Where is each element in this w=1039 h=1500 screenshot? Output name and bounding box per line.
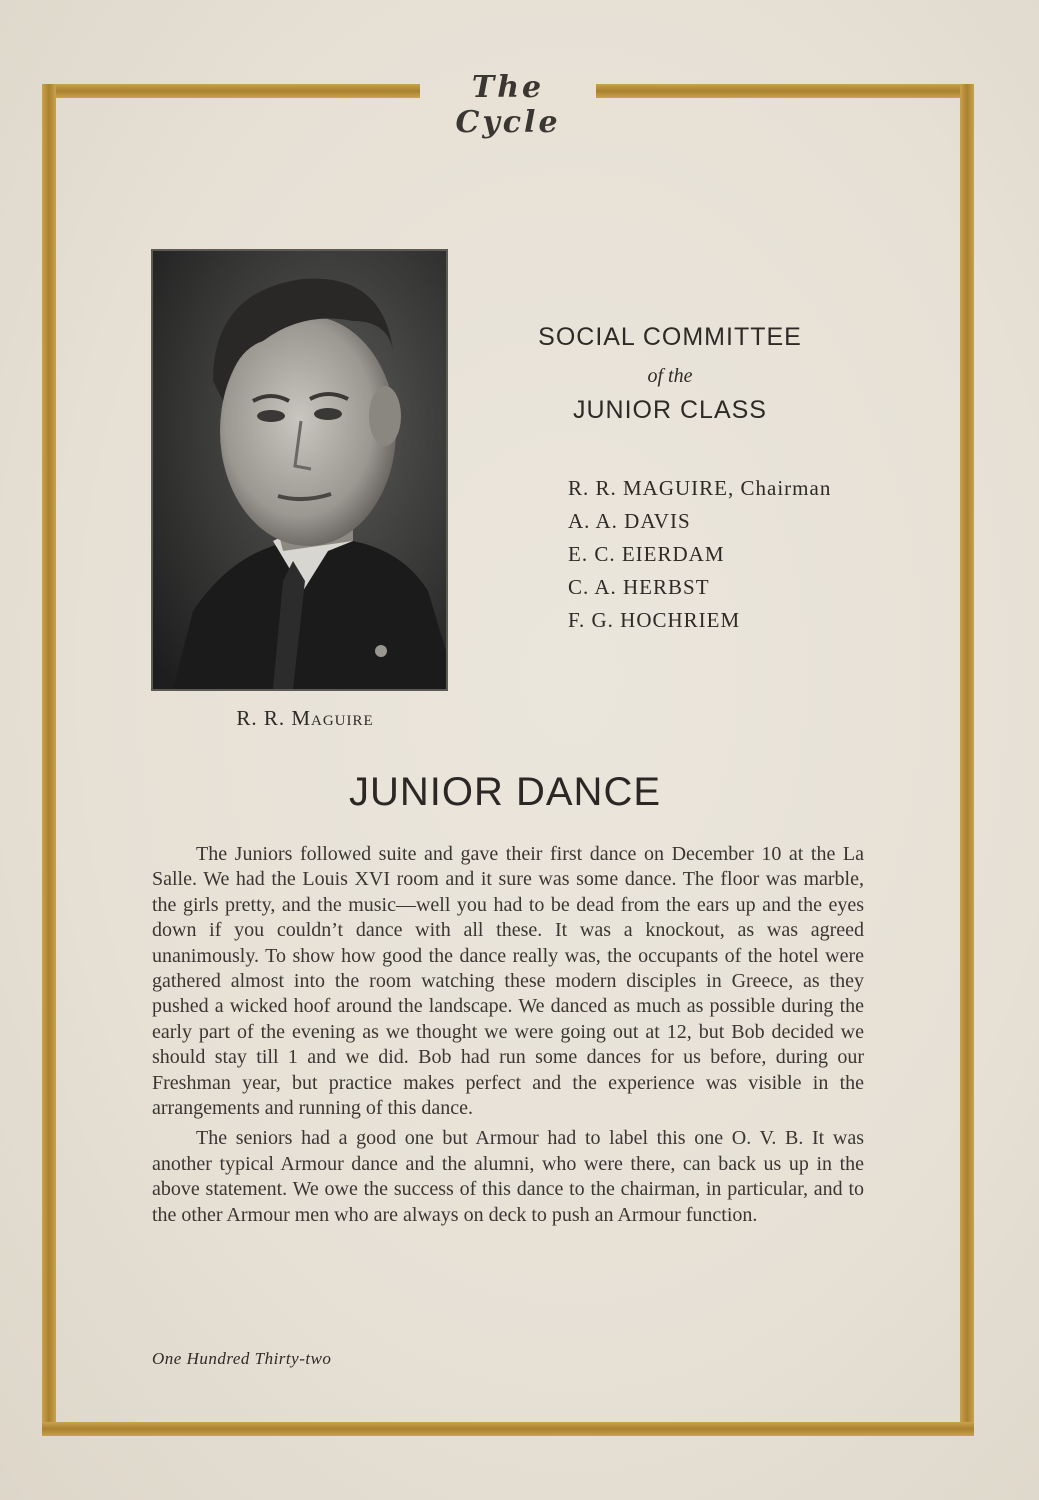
gold-frame-right (960, 84, 974, 1436)
gold-frame-top-left (42, 84, 420, 98)
gold-frame-bottom (42, 1422, 974, 1436)
committee-member: E. C. EIERDAM (568, 542, 725, 566)
committee-member: C. A. HERBST (568, 575, 710, 599)
committee-member: A. A. DAVIS (568, 509, 691, 533)
article-paragraph: The Juniors followed suite and gave their first dance on December 10 at the La Salle. We had the Louis XVI room and it sure was some dance. The floor was marble, the girls pretty, and the music—well you had to be dead from the ears up and the eyes down if you couldn’t dance with all these. It was a knockout, as was agreed unanimously. To show how good the dance really was, the occupants of the hotel were gathered almost into the room watching these modern disciples in Greece, as they pushed a wicked hoof around the landscape. We danced as much as possible during the early part of the evening as we thought we were going out at 12, but Bob decided we should stay till 1 and we did. Bob had run some dances for us before, during our Freshman year, but practice makes perfect and the experience was visible in the arrangements and running of this dance. (152, 843, 864, 1120)
gold-frame-top-right (596, 84, 974, 98)
committee-member: F. G. HOCHRIEM (568, 608, 741, 632)
gold-frame-left (42, 84, 56, 1436)
committee-member-list (568, 474, 831, 639)
running-header-title: The Cycle (455, 70, 561, 140)
photo-caption-name: Maguire (291, 706, 374, 730)
article-paragraph: The seniors had a good one but Armour had to label this one O. V. B. It was another typical Armour dance and the alumni, who were there, can back us up in the above statement. We owe the success of this dance to the chairman, in particular, and to the other Armour men who are always on deck to push an Armour function. (152, 1127, 864, 1226)
portrait-photo (151, 249, 448, 691)
committee-title: SOCIAL COMMITTEE (538, 323, 802, 351)
article-body (152, 842, 864, 1233)
committee-class: JUNIOR CLASS (573, 396, 767, 424)
page-number: One Hundred Thirty-two (152, 1349, 332, 1368)
committee-member: R. R. MAGUIRE, Chairman (568, 476, 832, 500)
photo-caption (190, 706, 420, 731)
article-title: JUNIOR DANCE (348, 770, 662, 814)
committee-of: of the (647, 365, 693, 387)
photo-caption-initials: R. R. (236, 706, 286, 730)
portrait-illustration (153, 251, 446, 689)
